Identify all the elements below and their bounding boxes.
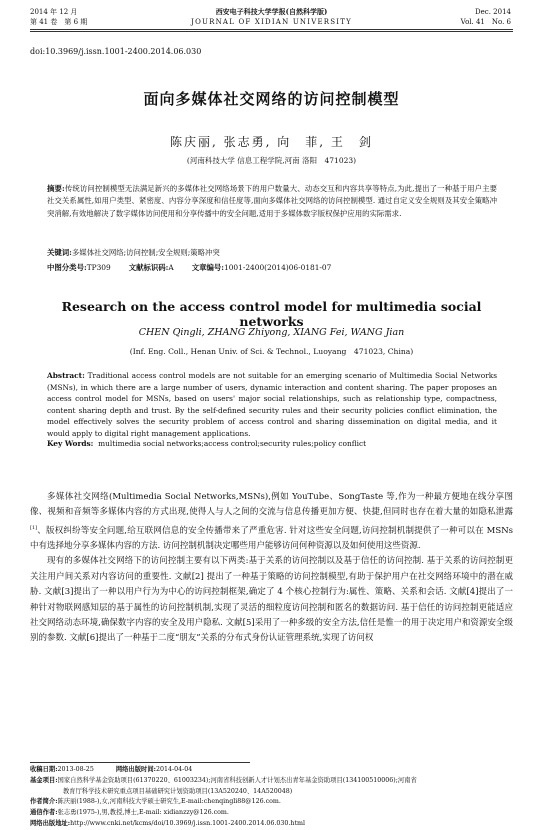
fund-line-1: 国家自然科学基金资助项目(61370220、61003234);河南省科技创新人才计划杰出青年基金资助项目(134100510006);河南省	[57, 776, 417, 784]
online-url[interactable]: http://www.cnki.net/kcms/doi/10.3969/j.issn.1001-2400.2014.06.030.html	[70, 819, 305, 827]
header-rule	[30, 29, 513, 30]
received-date: 2013-08-25	[57, 766, 94, 773]
header-date: 2014 年 12 月	[30, 8, 78, 16]
keywords-en	[47, 439, 497, 448]
affiliation-zh: (河南科技大学 信息工程学院,河南 洛阳 471023)	[186, 156, 357, 165]
header-issue-en	[461, 7, 511, 27]
contact-info: 张志勇(1975-),男,教授,博士,E-mail: xidianzzy@126.com.	[57, 809, 229, 817]
keywords-en-label: Key Words:	[47, 439, 94, 448]
contact-label: 通信作者:	[30, 809, 58, 817]
body-text	[30, 490, 513, 647]
header-volume: 第 41 卷 第 6 期	[30, 18, 88, 26]
journal-name-zh: 西安电子科技大学学报(自然科学版)	[215, 7, 328, 16]
classification-line	[47, 262, 497, 273]
footnotes	[30, 765, 513, 830]
fund-label: 基金项目:	[30, 776, 58, 784]
body-p1-a: 多媒体社交网络(Multimedia Social Networks,MSNs),例如 YouTube、SongTaste 等,作为一种最方便地在线分享图像、视频和音频等多媒体内容的方式出现,使得人与人之间的交流与信息传播更加方便、快捷,但同时也存在着大量的如隐私泄露	[30, 492, 513, 518]
author-info: 陈庆丽(1988-),女,河南科技大学硕士研究生,E-mail:chenqingli88@126.com.	[57, 798, 281, 806]
title-en: Research on the access control model for multimedia social networks	[61, 299, 482, 329]
article-value: 1001-2400(2014)06-0181-07	[224, 263, 332, 272]
received-label: 收稿日期:	[30, 766, 58, 773]
code-label: 文献标识码:	[128, 263, 169, 272]
author-label: 作者简介:	[30, 798, 58, 806]
clc-value: TP309	[86, 263, 111, 272]
footnote-rule	[30, 762, 250, 763]
header-volume-en: Vol. 41 No. 6	[460, 18, 511, 26]
title-zh: 面向多媒体社交网络的访问控制模型	[143, 90, 400, 108]
clc-label: 中图分类号:	[47, 263, 87, 272]
authors-zh: 陈庆丽, 张志勇, 向 菲, 王 剑	[170, 135, 373, 149]
online-date: 2014-04-04	[155, 766, 193, 773]
abstract-en-label: Abstract:	[47, 371, 85, 380]
footnote-author	[30, 797, 513, 808]
keywords-zh	[47, 247, 497, 258]
citation-1[interactable]: [1]	[30, 524, 38, 531]
fund-line-2: 教育厅科学技术研究重点项目基础研究计划资助项目(13A520240、14A520048)	[63, 787, 293, 795]
keywords-zh-text: 多媒体社交网络;访问控制;安全规则;策略冲突	[71, 248, 220, 257]
body-paragraph-1	[30, 490, 513, 554]
authors-en: CHEN Qingli, ZHANG Zhiyong, XIANG Fei, WANG Jian	[138, 327, 405, 338]
footnote-fund	[30, 776, 513, 787]
header-issue	[30, 7, 87, 27]
code-value: A	[168, 263, 174, 272]
article-label: 文章编号:	[191, 263, 225, 272]
footnote-contact	[30, 808, 513, 819]
abstract-zh-label: 摘要:	[47, 184, 65, 193]
online-label: 网络出版时间:	[115, 766, 156, 773]
header-date-en: Dec. 2014	[475, 8, 511, 16]
journal-name-en: JOURNAL OF XIDIAN UNIVERSITY	[191, 18, 352, 26]
affiliation-en: (Inf. Eng. Coll., Henan Univ. of Sci. & Technol., Luoyang 471023, China)	[129, 347, 414, 356]
body-paragraph-2: 现有的多媒体社交网络下的访问控制主要有以下两类:基于关系的访问控制以及基于信任的访问控制. 基于关系的访问控制更关注用户间关系对内容访问的重要性. 文献[2] 提出了一种基于策略的访问控制模型,有助于保护用户在社交网络环境中的潜在威胁. 文献[3]提出了一种以用户行为为中心的访问控制框架,确定了 4 个核心控制行为:属性、策略、关系和会话. 文献[4]提出了一种针对物联网感知层的基于属性的访问控制机制,实现了灵活的细粒度访问控制和匿名的数据访问. 基于信任的访问控制更能适应社交网络动态环境,确保数字内容的安全及用户隐私. 文献[5]采用了一种多级的安全方法,信任是惟一的用于决定用户和资源安全级别的参数. 文献[6]提出了一种基于二度“朋友”关系的分布式身份认证管理系统,实现了访问权	[30, 556, 513, 644]
footnote-dates	[30, 765, 513, 776]
abstract-en	[47, 370, 497, 439]
doi: doi:10.3969/j.issn.1001-2400.2014.06.030	[30, 47, 202, 56]
keywords-en-text: multimedia social networks;access control;security rules;policy conflict	[98, 439, 367, 448]
header-rule-thin	[30, 31, 513, 32]
keywords-zh-label: 关键词:	[47, 248, 72, 257]
abstract-zh	[47, 183, 497, 220]
url-label: 网络出版地址:	[30, 819, 71, 827]
abstract-en-text: Traditional access control models are not suitable for an emerging scenario of Multimedia Social Networks (MSNs), in which there are a large number of users, dynamic interaction and content sharing. The paper proposes an access control model for MSNs, based on users' major social relationships, such as relationship type, compactness, content sharing depth and trust. By the self-defined security rules and their security policies conflict elimination, the model effectively solves the security problem of access control and sharing dissemination on digital media, and it would apply to digital right management applications.	[47, 371, 497, 438]
body-p1-b: 、版权纠纷等安全问题,给互联网信息的安全传播带来了严重危害. 针对这些安全问题,访问控制机制提供了一种可以在 MSNs 中有选择地分享多媒体内容的方法. 访问控制机制决定哪些用户能够访问何种资源以及如何使用这些资源.	[30, 525, 513, 552]
abstract-zh-text: 传统访问控制模型无法满足新兴的多媒体社交网络场景下的用户数量大、动态交互和内容共享等特点,为此,提出了一种基于用户主要社交关系属性,如用户类型、紧密度、内容分享深度和信任度等,面向多媒体社交网络的访问控制模型. 通过自定义安全规则及其安全策略冲突消解,有效地解决了数字媒体访问使用和分享传播中的安全问题,适用于多媒体数字版权保护应用的实际需求.	[47, 184, 497, 218]
header-journal	[130, 7, 413, 27]
footnote-url	[30, 819, 513, 830]
